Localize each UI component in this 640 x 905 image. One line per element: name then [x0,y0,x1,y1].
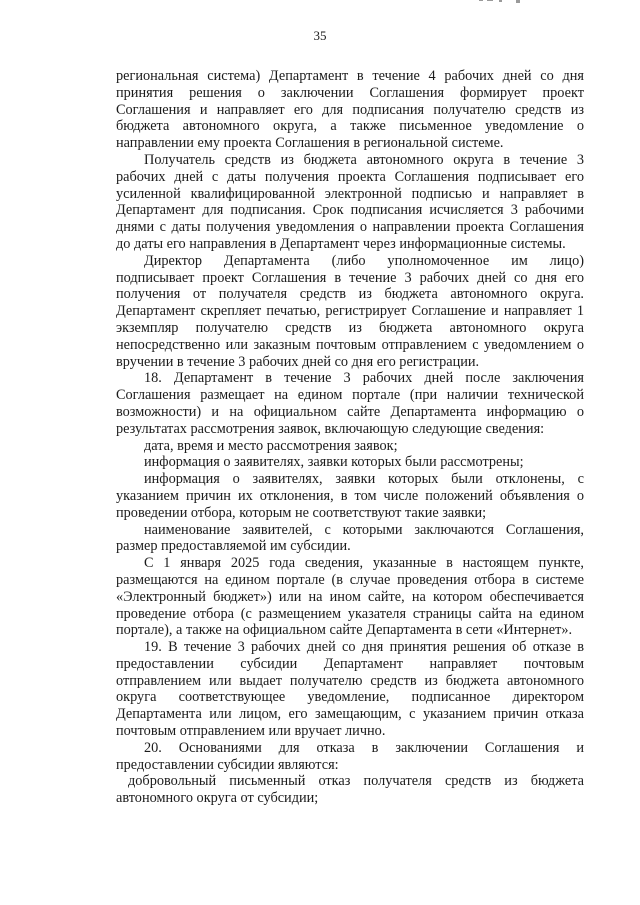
text-line: почтовым отправлением или вручает лично. [116,723,386,740]
page-number: 35 [313,28,327,43]
text-line: днями с даты получения уведомления о направлении проекта Соглашения [116,219,584,236]
text-line: возможности) и на официальном сайте Департамента информацию о [116,403,584,420]
text-line: предоставлении субсидии являются: [116,756,339,773]
text-line: региональная система) Департамент в течение 4 рабочих дней со дня [116,68,584,84]
text-line: 18. Департамент в течение 3 рабочих дней после заключения [144,370,584,387]
text-line: размер предоставляемой им субсидии. [116,538,351,555]
text-line: информация о заявителях, заявки которых были отклонены, с [144,471,584,488]
text-line: Соглашения и направляет его для подписания получателю средств из [116,101,584,118]
text-line: 19. В течение 3 рабочих дней со дня принятия решения об отказе в [144,639,584,656]
text-line: Директор Департамента (либо уполномоченное им лицо) [144,252,584,269]
text-line: Департамент скрепляет печатью, регистрирует Соглашение и направляет 1 [116,303,584,320]
text-line: вручении в течение 3 рабочих дней со дня его регистрации. [116,353,480,370]
text-line: наименование заявителей, с которыми заключаются Соглашения, [144,521,584,538]
text-line: информация о заявителях, заявки которых были рассмотрены; [144,454,524,471]
text-line: дата, время и место рассмотрения заявок; [144,437,398,454]
text-line: автономного округа от субсидии; [116,790,319,807]
text-line: направлении ему проекта Соглашения в региональной системе. [116,135,504,152]
text-line: 20. Основаниями для отказа в заключении Соглашения и [144,739,584,756]
text-line: Департамента или лицом, его замещающим, с указанием причин отказа [116,706,584,723]
text-line: Получатель средств из бюджета автономного округа в течение 3 [144,151,584,168]
text-line: результатах рассмотрения заявок, включающую следующие сведения: [116,420,545,437]
text-line: рабочих дней с даты получения проекта Соглашения подписывает его [116,168,584,185]
text-line: получения от получателя средств из бюджета автономного округа. [116,286,584,303]
text-line: подписывает проект Соглашения в течение 3 рабочих дней со дня его [116,269,584,286]
text-line: добровольный письменный отказ получателя средств из бюджета [128,773,584,790]
text-line: до даты его направления в Департамент через информационные системы. [116,235,566,252]
text-line: проведении отбора, которым не соответствуют такие заявки; [116,504,487,521]
stamp-fragment [478,0,522,4]
text-line: усиленной квалифицированной электронной подписью и направляет в [116,185,584,202]
text-line: экземпляр получателю средств из бюджета автономного округа [116,319,584,336]
text-line: бюджета автономного округа, а также письменное уведомление о [116,118,584,135]
text-line: «Электронный бюджет») или на ином сайте, на котором обеспечивается [116,588,584,605]
text-line: Департамент для подписания. Срок подписания исчисляется 3 рабочими [116,202,584,219]
text-line: принятия решения о заключении Соглашения формирует проект [116,84,584,101]
text-line: Соглашения размещает на едином портале (при наличии технической [116,387,584,404]
text-line: указанием причин их отклонения, в том числе положений объявления о [116,487,584,504]
body-text [116,68,584,807]
text-line: С 1 января 2025 года сведения, указанные в настоящем пункте, [144,555,584,572]
text-line: проведение отбора (с размещением указателя страницы сайта на едином [116,605,584,622]
text-line: отправлением или выдает получателю средств из бюджета автономного [116,672,584,689]
text-line: предоставлении субсидии Департамент направляет почтовым [116,655,584,672]
text-line: размещаются на едином портале (в случае проведения отбора в системе [116,571,584,588]
text-line: портале), а также на официальном сайте Департамента в сети «Интернет». [116,622,573,639]
text-line: округа соответствующее уведомление, подписанное директором [116,689,584,706]
text-line: непосредственно или заказным почтовым отправлением с уведомлением о [116,336,584,353]
